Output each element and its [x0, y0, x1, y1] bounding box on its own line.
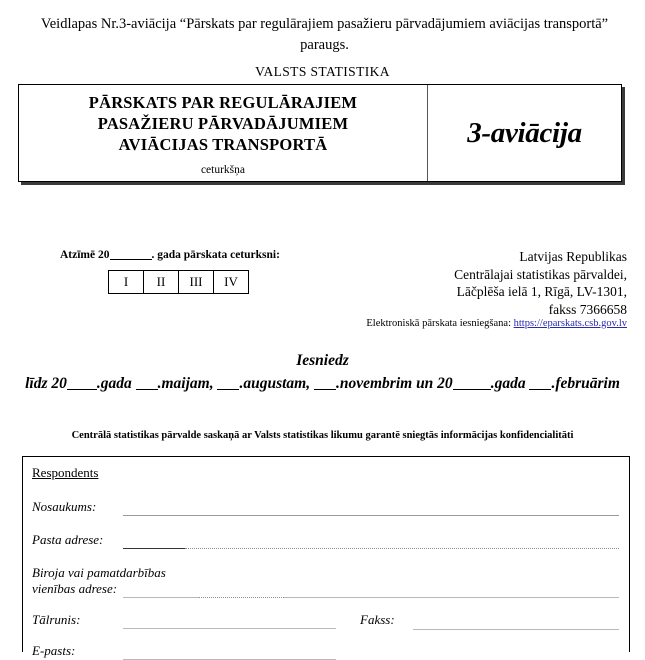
quarter-cell-iv[interactable]: IV [214, 271, 249, 294]
recipient-address-block [454, 248, 627, 318]
field-input-fakss[interactable] [413, 629, 619, 630]
form-code-text: 3-aviācija [467, 116, 582, 149]
submission-day-blank-may[interactable] [136, 389, 158, 390]
submission-part-3: .maijam, [157, 375, 214, 392]
address-line-2: Centrālajai statistikas pārvaldei, [454, 266, 627, 282]
quarter-year-blank[interactable] [110, 259, 152, 260]
electronic-submission-label: Elektroniskā pārskata iesniegšana: [366, 318, 512, 329]
submission-part-6: .gada [490, 375, 526, 392]
field-label-biroja-adrese-line2: vienības adrese: [32, 581, 118, 596]
quarter-instruction-label [60, 249, 280, 261]
address-line-3: Lāčplēša ielā 1, Rīgā, LV-1301, [456, 284, 627, 299]
form-title-subtitle: ceturkšņa [200, 164, 246, 176]
submission-part-7: .februārim [551, 375, 620, 392]
field-label-biroja-adrese [32, 565, 166, 597]
submission-year-blank-2[interactable] [453, 389, 491, 390]
field-input-biroja-adrese-a[interactable] [123, 597, 199, 598]
form-title-line-1: PĀRSKATS PAR REGULĀRAJIEM [88, 93, 358, 112]
field-input-talrunis[interactable] [123, 628, 336, 629]
submission-part-1: līdz 20 [25, 375, 67, 392]
submission-part-4: .augustam, [239, 375, 311, 392]
form-title-left-cell [19, 85, 428, 181]
submission-day-blank-aug[interactable] [217, 389, 239, 390]
document-caption: Veidlapas Nr.3-aviācija “Pārskats par regulārajiem pasažieru pārvadājumiem aviācijas transportā” paraugs. [40, 16, 609, 53]
submission-part-5: .novembrim un 20 [335, 375, 453, 392]
quarter-label-suffix: . gada pārskata ceturksni: [151, 249, 280, 261]
submission-part-2: .gada [96, 375, 132, 392]
submission-day-blank-nov[interactable] [314, 389, 336, 390]
submission-day-blank-feb[interactable] [529, 389, 551, 390]
confidentiality-statement: Centrālā statistikas pārvalde saskaņā ar Valsts statistikas likumu garantē sniegtās informācijas konfidencialitāti [71, 430, 574, 441]
field-input-biroja-adrese-c[interactable] [284, 597, 619, 598]
quarter-cell-iii[interactable]: III [179, 271, 214, 294]
address-line-4-fax: fakss 7366658 [548, 301, 627, 317]
eparskats-link[interactable]: https://eparskats.csb.gov.lv [513, 318, 627, 329]
form-title-text [19, 92, 427, 155]
submission-body [20, 372, 625, 395]
field-input-pasta-adrese-b[interactable] [185, 548, 619, 549]
valsts-statistika-heading: VALSTS STATISTIKA [255, 64, 390, 79]
table-row [109, 271, 249, 294]
quarter-selection-table [108, 270, 249, 294]
submission-title: Iesniedz [296, 352, 349, 369]
quarter-cell-ii[interactable]: II [144, 271, 179, 294]
field-label-fakss: Fakss: [360, 612, 395, 627]
form-title-box [18, 84, 626, 186]
address-line-1: Latvijas Republikas [519, 249, 627, 264]
field-label-talrunis: Tālrunis: [32, 612, 81, 627]
form-title-line-3: AVIĀCIJAS TRANSPORTĀ [118, 135, 328, 154]
form-title-box-inner [18, 84, 622, 182]
submission-year-blank-1[interactable] [67, 389, 97, 390]
field-label-biroja-adrese-line1: Biroja vai pamatdarbības [32, 565, 166, 580]
field-label-epasts: E-pasts: [32, 643, 76, 658]
field-input-biroja-adrese-b[interactable] [199, 597, 284, 598]
respondents-box [22, 456, 630, 658]
form-code-cell [428, 85, 621, 181]
electronic-submission-line [366, 318, 627, 329]
field-label-nosaukums: Nosaukums: [32, 499, 97, 514]
quarter-cell-i[interactable]: I [109, 271, 144, 294]
field-input-nosaukums[interactable] [123, 515, 619, 516]
submission-deadline-block [20, 349, 625, 395]
form-title-line-2: PASAŽIERU PĀRVADĀJUMIEM [97, 114, 349, 133]
quarter-label-prefix: Atzīmē 20 [60, 249, 110, 261]
respondents-title: Respondents [32, 465, 99, 480]
field-label-pasta-adrese: Pasta adrese: [32, 532, 104, 547]
field-input-pasta-adrese-a[interactable] [123, 548, 185, 549]
